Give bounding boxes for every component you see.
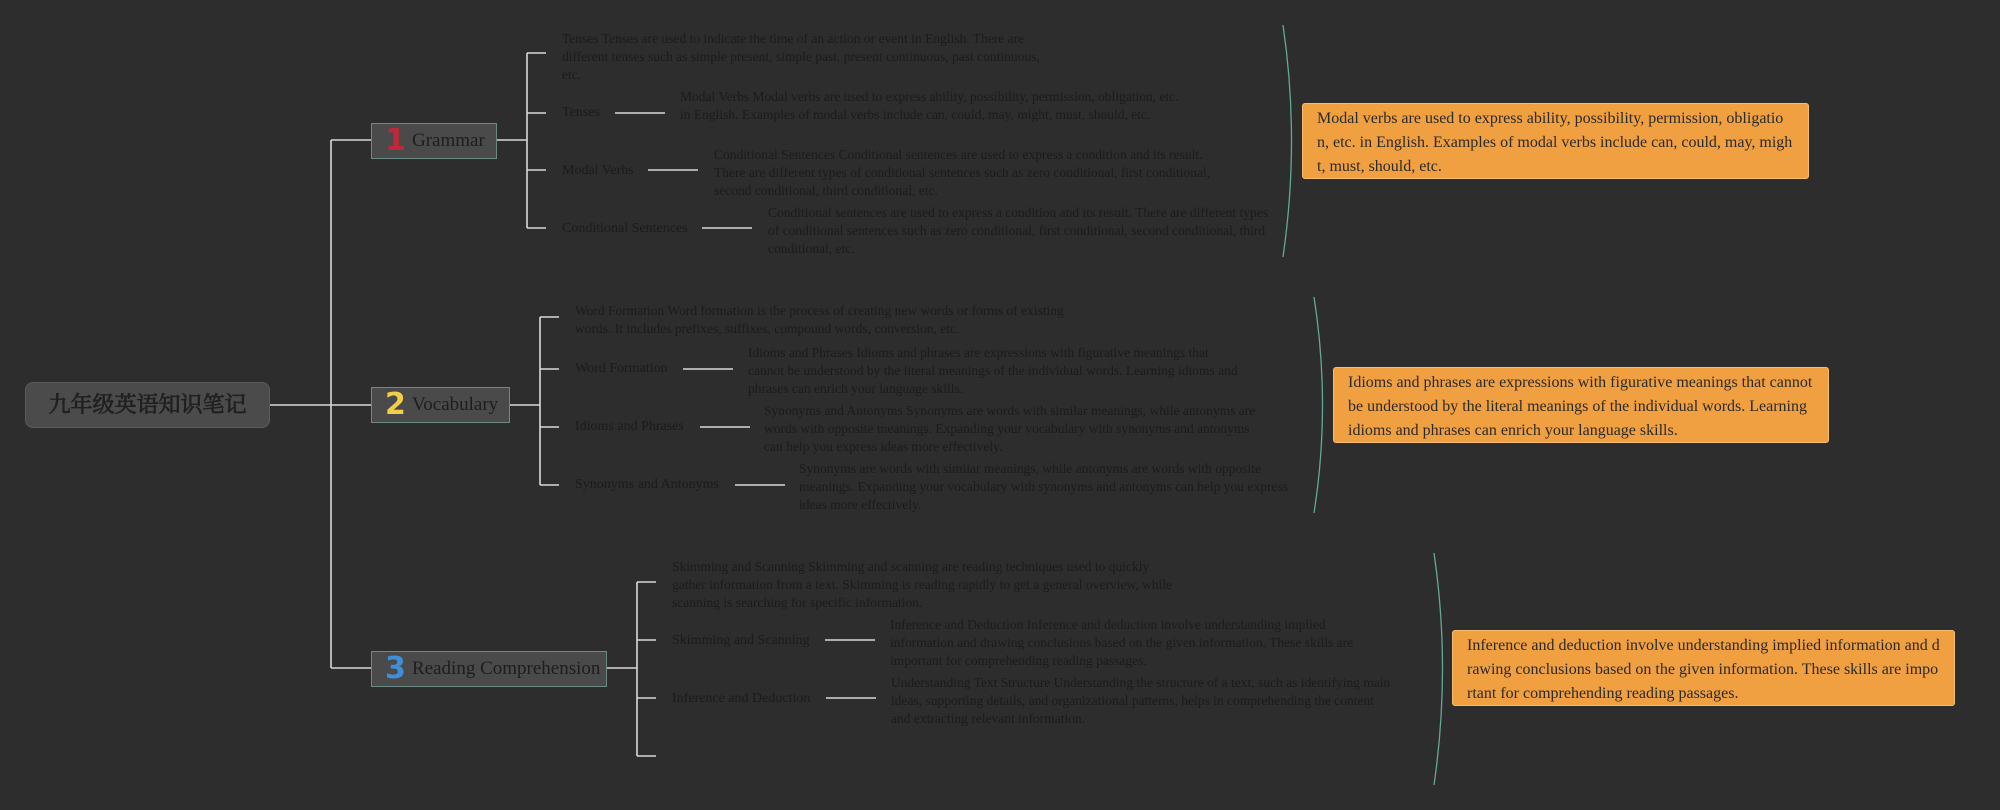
subtopic-description: Skimming and Scanning Skimming and scanning are reading techniques used to quickly gather information from a text. Skimming is reading rapidly to get a general overview, while scanning is searching for specific information. — [672, 559, 1172, 610]
subtopic-label-conditional-sentences[interactable]: Conditional Sentences — [562, 221, 688, 236]
topic-vocabulary[interactable] — [371, 387, 510, 423]
number-badge-2: 2 — [385, 387, 406, 422]
subtopic-description: Inference and Deduction Inference and deduction involve understanding implied information and drawing conclusions based on the given information. These skills are important for comprehending reading passages. — [890, 617, 1354, 668]
subtopic-label-tenses[interactable]: Tenses — [562, 105, 600, 120]
subtopic-description: Idioms and Phrases Idioms and phrases are expressions with figurative meanings that cannot be understood by the literal meanings of the individual words. Learning idioms and phrases can enrich your language skills. — [748, 345, 1238, 396]
topic-title: Grammar — [412, 130, 485, 151]
topic-grammar[interactable] — [371, 123, 497, 159]
subtopic-description: Modal Verbs Modal verbs are used to express ability, possibility, permission, obligation, etc. in English. Examples of modal verbs include can, could, may, might, must, should, etc. — [680, 89, 1179, 122]
number-badge-1: 1 — [385, 123, 406, 158]
subtopic-description: Tenses Tenses are used to indicate the time of an action or event in English. There are different tenses such as simple present, simple past, present continuous, past continuous, etc. — [562, 31, 1040, 82]
note-callout-vocabulary[interactable]: Idioms and phrases are expressions with figurative meanings that cannot be understood by the literal meanings of the individual words. Learning idioms and phrases can enrich your language skills. — [1333, 367, 1829, 443]
subtopic-label-idioms-and-phrases[interactable]: Idioms and Phrases — [575, 419, 684, 434]
topic-reading-comprehension[interactable] — [371, 651, 607, 687]
number-badge-3: 3 — [385, 651, 406, 686]
subtopic-label-synonyms-and-antonyms[interactable]: Synonyms and Antonyms — [575, 477, 719, 492]
note-callout-reading[interactable]: Inference and deduction involve understanding implied information and drawing conclusions based on the given information. These skills are important for comprehending reading passages. — [1452, 630, 1955, 706]
subtopic-description: Conditional sentences are used to express a condition and its result. There are different types of conditional sentences such as zero conditional, first conditional, second conditional, third conditional, etc. — [768, 205, 1268, 256]
topic-title: Reading Comprehension — [412, 658, 601, 679]
subtopic-description: Synonyms are words with similar meanings, while antonyms are words with opposite meanings. Expanding your vocabulary with synonyms and antonyms can help you express ideas more effectively. — [799, 461, 1288, 512]
note-callout-grammar[interactable]: Modal verbs are used to express ability, possibility, permission, obligation, etc. in English. Examples of modal verbs include can, could, may, might, must, should, etc. — [1302, 103, 1809, 179]
subtopic-description: Word Formation Word formation is the process of creating new words or forms of existing words. It includes prefixes, suffixes, compound words, conversion, etc. — [575, 303, 1064, 336]
subtopic-label-skimming-and-scanning[interactable]: Skimming and Scanning — [672, 633, 810, 648]
subtopic-label-word-formation[interactable]: Word Formation — [575, 361, 668, 376]
subtopic-description: Understanding Text Structure Understanding the structure of a text, such as identifying main ideas, supporting details, and organizational patterns, helps in comprehending the content and extracting relevant information. — [891, 675, 1391, 726]
topic-title: Vocabulary — [412, 394, 499, 415]
subtopic-label-inference-and-deduction[interactable]: Inference and Deduction — [672, 691, 811, 706]
root-topic[interactable]: 九年级英语知识笔记 — [25, 382, 270, 428]
subtopic-label-modal-verbs[interactable]: Modal Verbs — [562, 163, 634, 178]
subtopic-description: Synonyms and Antonyms Synonyms are words with similar meanings, while antonyms are words with opposite meanings. Expanding your vocabulary with synonyms and antonyms can help you express ideas more effectively. — [764, 403, 1256, 454]
subtopic-description: Conditional Sentences Conditional sentences are used to express a condition and its result. There are different types of conditional sentences such as zero conditional, first conditional, second conditional, third conditional, etc. — [714, 147, 1211, 198]
